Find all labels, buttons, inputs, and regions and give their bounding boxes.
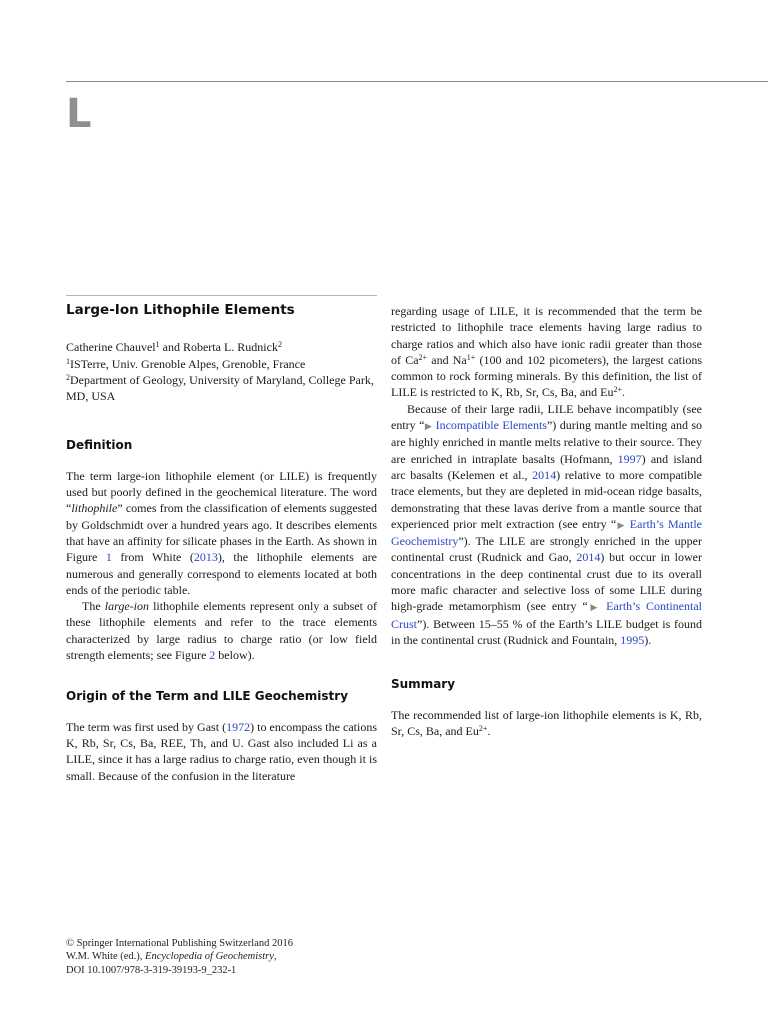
eu-sup: 2+ — [613, 385, 623, 395]
rudnick-fountain-1995-link[interactable]: 1995 — [620, 632, 645, 647]
na-sup: 1+ — [466, 352, 476, 362]
citation-line: W.M. White (ed.), Encyclopedia of Geochemistry, — [66, 951, 277, 963]
right-paragraph-1: regarding usage of LILE, it is recommended that the term be restricted to lithophile trace elements having large radius to charge ratios and which also have ionic radii greater than those of $Ca^{2+}$ and $Na^{1+}$ (100 and 102 picometers), the largest cations common to rock forming minerals. By this definition, the list of LILE is restricted to K, Rb, Sr, Cs, Ba, and $Eu^{2+}$. — [391, 304, 702, 400]
hofmann-1997-link[interactable]: 1997 — [617, 451, 642, 466]
top-rule — [66, 81, 768, 82]
entry-arrow-icon: ▶ — [616, 519, 626, 530]
right-paragraph-2: Because of their large radii, LILE behave incompatibly (see entry “▶ Incompatible Elements”) during mantle melting and so are highly enriched in mantle melts relative to their source. They are enriched in intraplate basalts (Hofmann, 1997) and island arc basalts (Kelemen et al., 2014) relative to more compatible trace elements, but they are depleted in mid-ocean ridge basalts, demonstrating that these lavas derive from a mantle source that experienced prior melt extraction (see entry “▶ Earth’s Mantle Geochemistry”). The LILE are strongly enriched in the upper continental crust (Rudnick and Gao, 2014) but occur in lower concentrations in the deep continental crust due to its overall more mafic character and selective loss of some LILE during high-grade metamorphism (see entry “▶ Earth’s Continental Crust”). Between 15–55 % of the Earth’s LILE budget is found in the continental crust (Rudnick and Fountain, 1995). — [391, 401, 703, 647]
author-rudnick: Roberta L. Rudnick — [182, 340, 278, 355]
incompatible-elements-link[interactable]: Incompatible Elements — [435, 418, 547, 433]
summary-heading: Summary — [391, 677, 456, 692]
title-rule — [66, 295, 377, 296]
origin-paragraph-1: The term was first used by Gast (1972) to encompass the cations K, Rb, Sr, Cs, Ba, REE, Th, and U. Gast also included Li as a LILE, since it has a large radius to charge ratio, even though it is small. Because of the confusion in the literature — [66, 719, 377, 783]
footer — [66, 937, 293, 977]
summary-paragraph: The recommended list of large-ion lithophile elements is K, Rb, Sr, Cs, Ba, and $Eu^{2+}$. — [391, 707, 702, 738]
doi-line: DOI 10.1007/978-3-319-39193-9_232-1 — [66, 964, 237, 976]
mantle-geochemistry-link[interactable]: Earth’s Mantle Geochemistry — [391, 516, 702, 549]
kelemen-2014-link[interactable]: 2014 — [532, 467, 557, 482]
white-2013-link[interactable]: 2013 — [193, 550, 218, 565]
book-title: Encyclopedia of Geochemistry — [145, 951, 274, 963]
authors-block — [66, 339, 377, 404]
rudnick-gao-2014-link[interactable]: 2014 — [576, 550, 601, 565]
author-and: and — [159, 340, 183, 355]
figure-1-link[interactable]: 1 — [105, 550, 112, 565]
affil-text-1: ISTerre, Univ. Grenoble Alpes, Grenoble, France — [70, 356, 306, 371]
figure-2-link[interactable]: 2 — [209, 648, 216, 663]
definition-heading: Definition — [66, 438, 133, 453]
chapter-letter: L — [66, 91, 92, 137]
entry-arrow-icon: ▶ — [424, 421, 433, 432]
origin-heading: Origin of the Term and LILE Geochemistry — [66, 689, 349, 704]
definition-paragraph-1: The term large-ion lithophile element (or LILE) is frequently used but poorly defined in the geochemical literature. The word “lithophile” comes from the classification of elements suggested by Goldschmidt over a hundred years ago. It describes elements that have an affinity for silicate phases in the Earth. As shown in Figure 1 from White (2013), the lithophile elements are numerous and generally correspond to elements located at both ends of the periodic table. — [66, 468, 377, 597]
author-sup-1: 1 — [155, 340, 160, 350]
summary-eu-sup: 2+ — [478, 723, 488, 733]
entry-arrow-icon: ▶ — [587, 602, 601, 613]
left-column — [66, 295, 377, 784]
author-sup-2: 2 — [277, 340, 282, 350]
affil-sup-1: 1 — [66, 356, 70, 366]
large-ion-em: large-ion — [104, 599, 149, 614]
copyright-line: © Springer International Publishing Switzerland 2016 — [66, 938, 293, 949]
right-column — [391, 303, 702, 739]
affiliation-2 — [66, 372, 377, 405]
affil-sup-2: 2 — [66, 372, 70, 382]
author-line — [66, 339, 377, 355]
ca-sup: 2+ — [418, 352, 428, 362]
author-chauvel: Catherine Chauvel — [66, 340, 156, 355]
gast-1972-link[interactable]: 1972 — [226, 719, 251, 734]
affil-text-2: Department of Geology, University of Maryland, College Park, MD, USA — [66, 372, 374, 404]
continental-crust-link[interactable]: Earth’s Continental Crust — [391, 599, 703, 631]
lithophile-em: lithophile — [71, 501, 118, 516]
article-title: Large-Ion Lithophile Elements — [66, 302, 295, 318]
definition-paragraph-2: The large-ion lithophile elements represent only a subset of these lithophile elements and refer to the trace elements characterized by large radius to charge ratio (or low field strength elements; see Figure 2 below). — [66, 599, 377, 663]
affiliation-1 — [66, 356, 377, 372]
